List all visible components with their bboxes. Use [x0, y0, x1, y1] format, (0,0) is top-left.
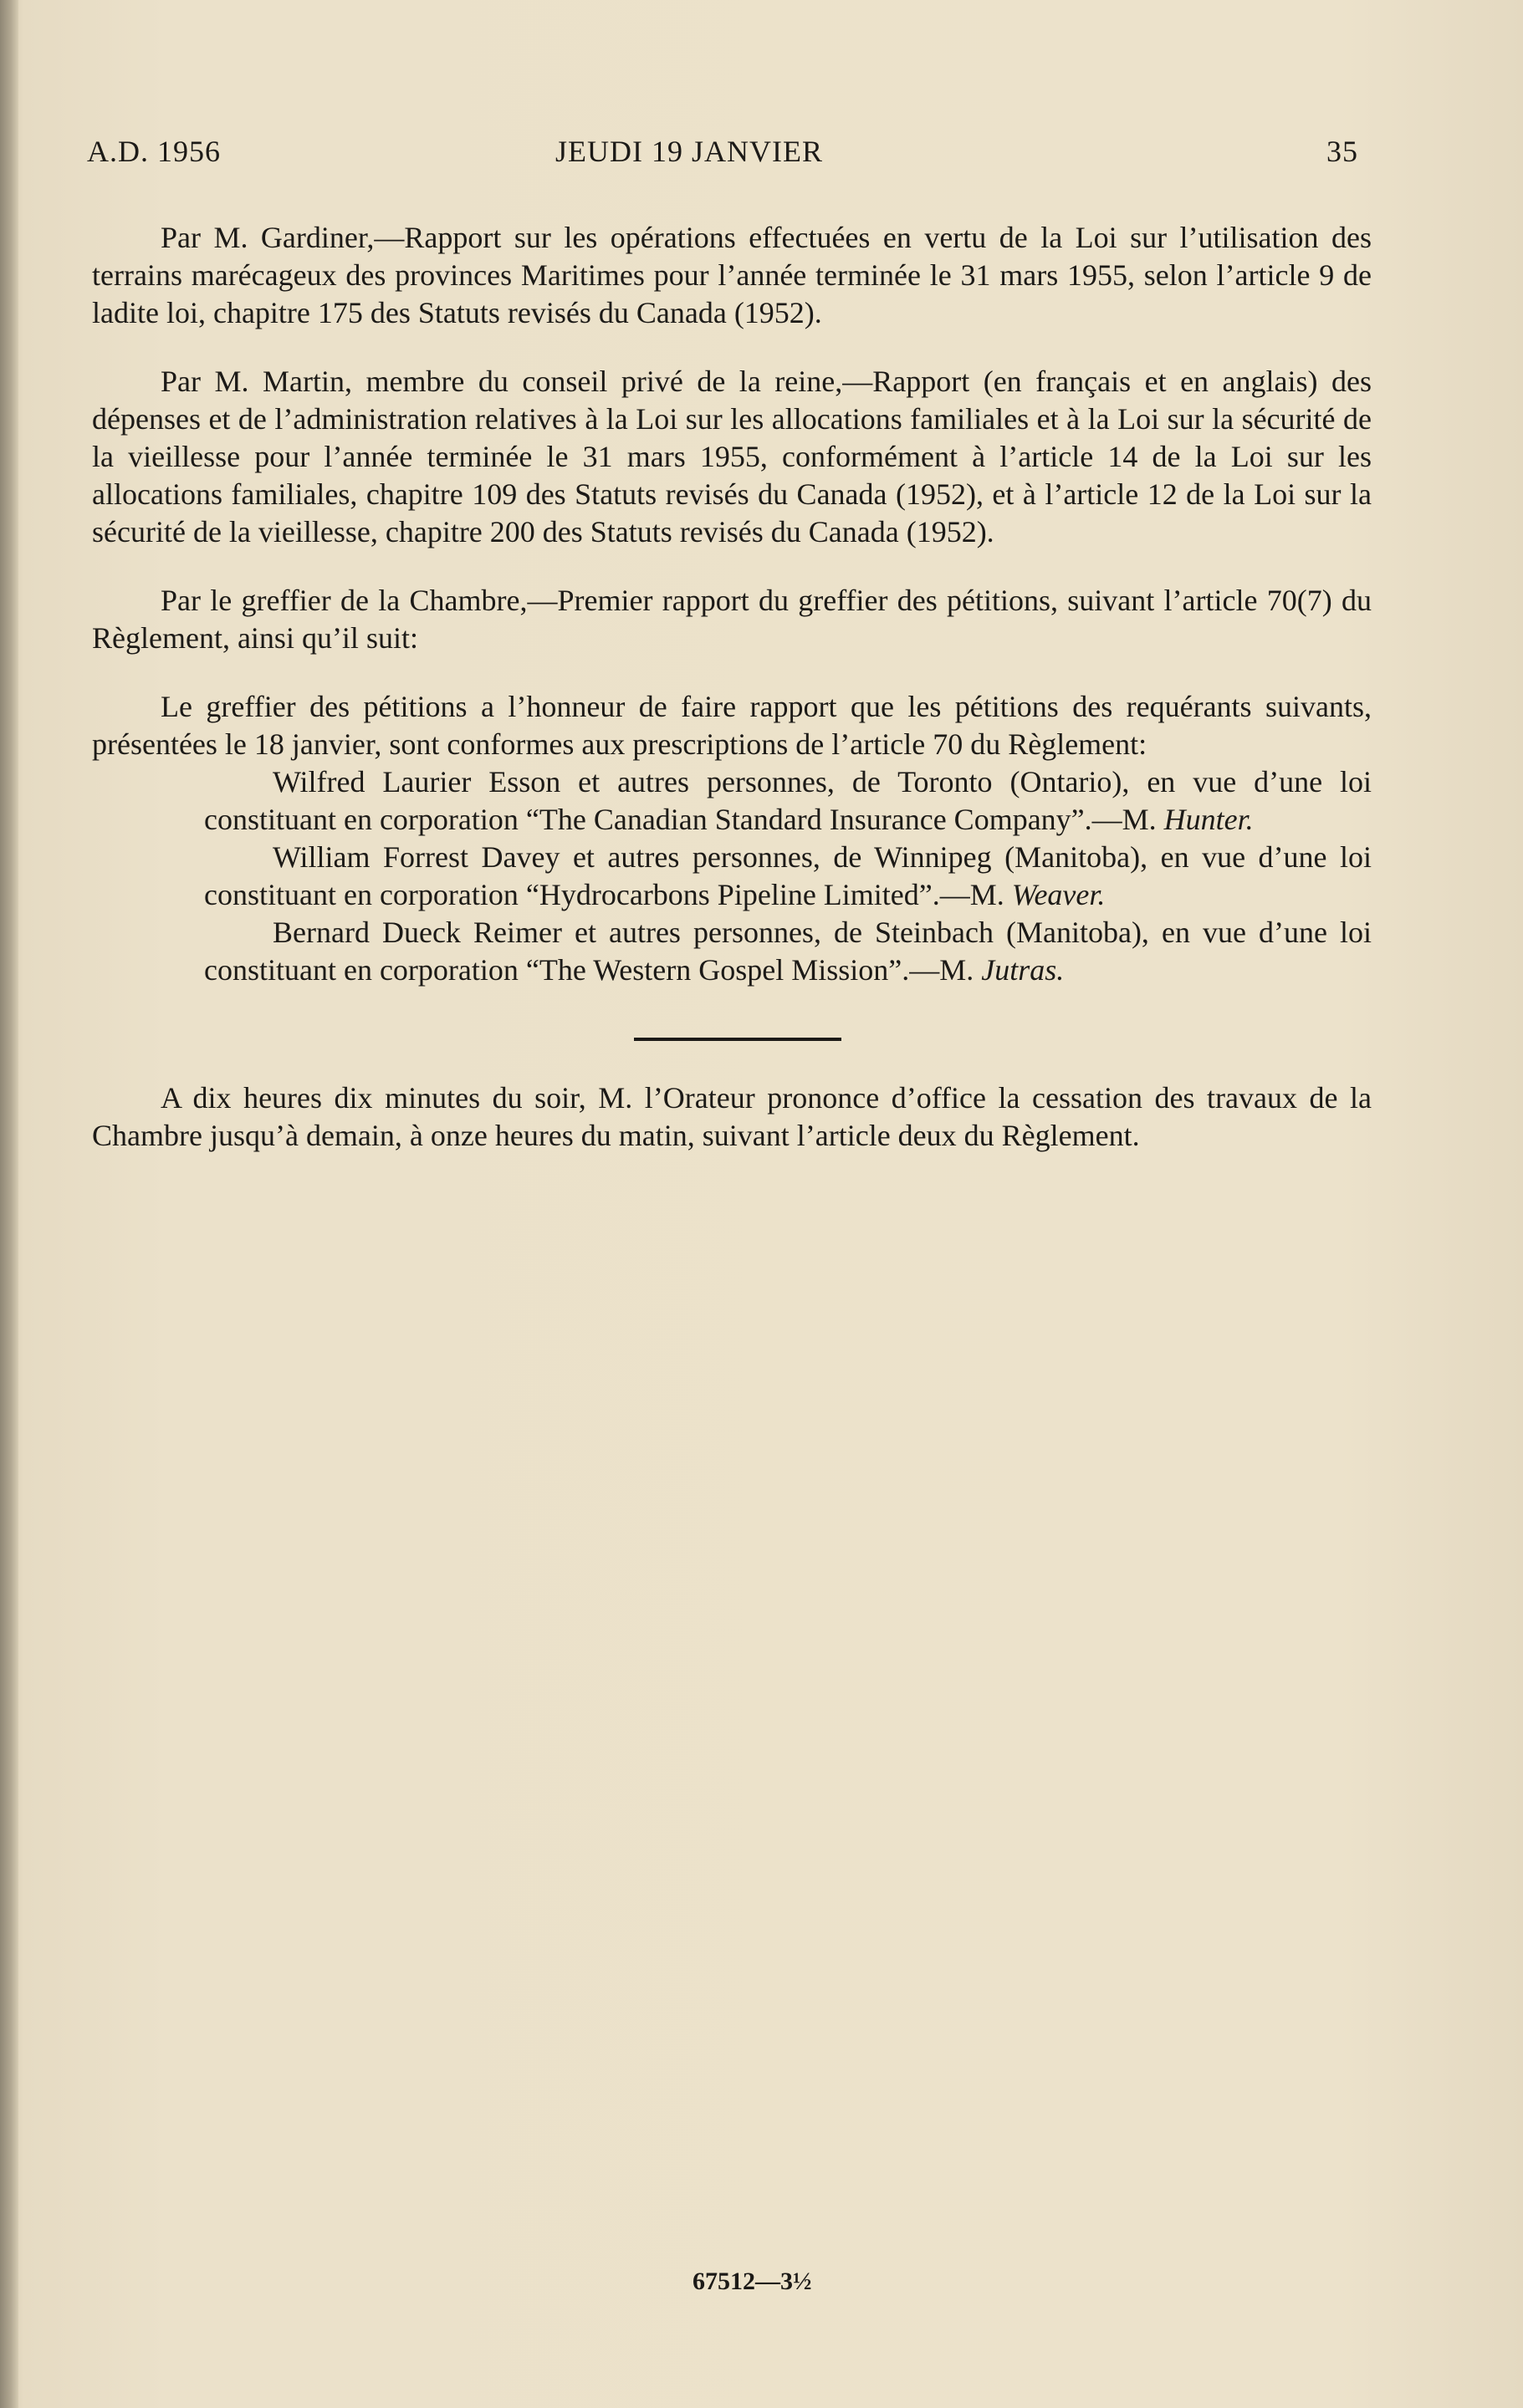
paragraph-clerk-report: Par le greffier de la Chambre,—Premier rapport du greffier des pétitions, suivant l’article 70(7) du Règlement, ainsi qu’il suit:	[92, 584, 1372, 655]
petition-text: Bernard Dueck Reimer et autres personnes, de Steinbach (Manitoba), en vue d’une loi constituant en corporation “The Western Gospel Mission”.—M.	[204, 916, 1372, 987]
header-date: JEUDI 19 JANVIER	[555, 135, 823, 168]
book-spine-edge	[0, 0, 18, 2408]
petition-member: Jutras.	[981, 953, 1065, 987]
petitions-list	[204, 763, 1372, 989]
header-year: A.D. 1956	[87, 135, 221, 168]
document-body	[92, 219, 1372, 1155]
petition-item	[204, 763, 1372, 839]
paragraph-gardiner-report: Par M. Gardiner,—Rapport sur les opérations effectuées en vertu de la Loi sur l’utilisation des terrains marécageux des provinces Maritimes pour l’année terminée le 31 mars 1955, selon l’article 9 de ladite loi, chapitre 175 des Statuts revisés du Canada (1952).	[92, 221, 1372, 329]
paragraph-adjournment: A dix heures dix minutes du soir, M. l’Orateur prononce d’office la cessation des travaux de la Chambre jusqu’à demain, à onze heures du matin, suivant l’article deux du Règlement.	[92, 1081, 1372, 1152]
footer-print-code: 67512—3½	[693, 2268, 812, 2295]
page-number: 35	[1326, 135, 1358, 168]
petition-text: Wilfred Laurier Esson et autres personnes, de Toronto (Ontario), en vue d’une loi constituant en corporation “The Canadian Standard Insurance Company”.—M.	[204, 765, 1372, 836]
petition-text: William Forrest Davey et autres personnes, de Winnipeg (Manitoba), en vue d’une loi constituant en corporation “Hydrocarbons Pipeline Limited”.—M.	[204, 840, 1372, 911]
petition-member: Weaver.	[1011, 878, 1106, 911]
section-divider	[634, 1038, 841, 1041]
page-header	[87, 134, 1358, 176]
petition-item	[204, 914, 1372, 989]
paragraph-martin-report: Par M. Martin, membre du conseil privé de la reine,—Rapport (en français et en anglais) des dépenses et de l’administration relatives à la Loi sur les allocations familiales et à la Loi sur la sécurité de la vieillesse pour l’année terminée le 31 mars 1955, conformément à l’article 14 de la Loi sur les allocations familiales, chapitre 109 des Statuts revisés du Canada (1952), et à l’article 12 de la Loi sur la sécurité de la vieillesse, chapitre 200 des Statuts revisés du Canada (1952).	[92, 365, 1372, 548]
paragraph-petitions-intro: Le greffier des pétitions a l’honneur de faire rapport que les pétitions des requérants suivants, présentées le 18 janvier, sont conformes aux prescriptions de l’article 70 du Règlement:	[92, 690, 1372, 761]
petition-member: Hunter.	[1163, 803, 1254, 836]
petition-item	[204, 839, 1372, 914]
